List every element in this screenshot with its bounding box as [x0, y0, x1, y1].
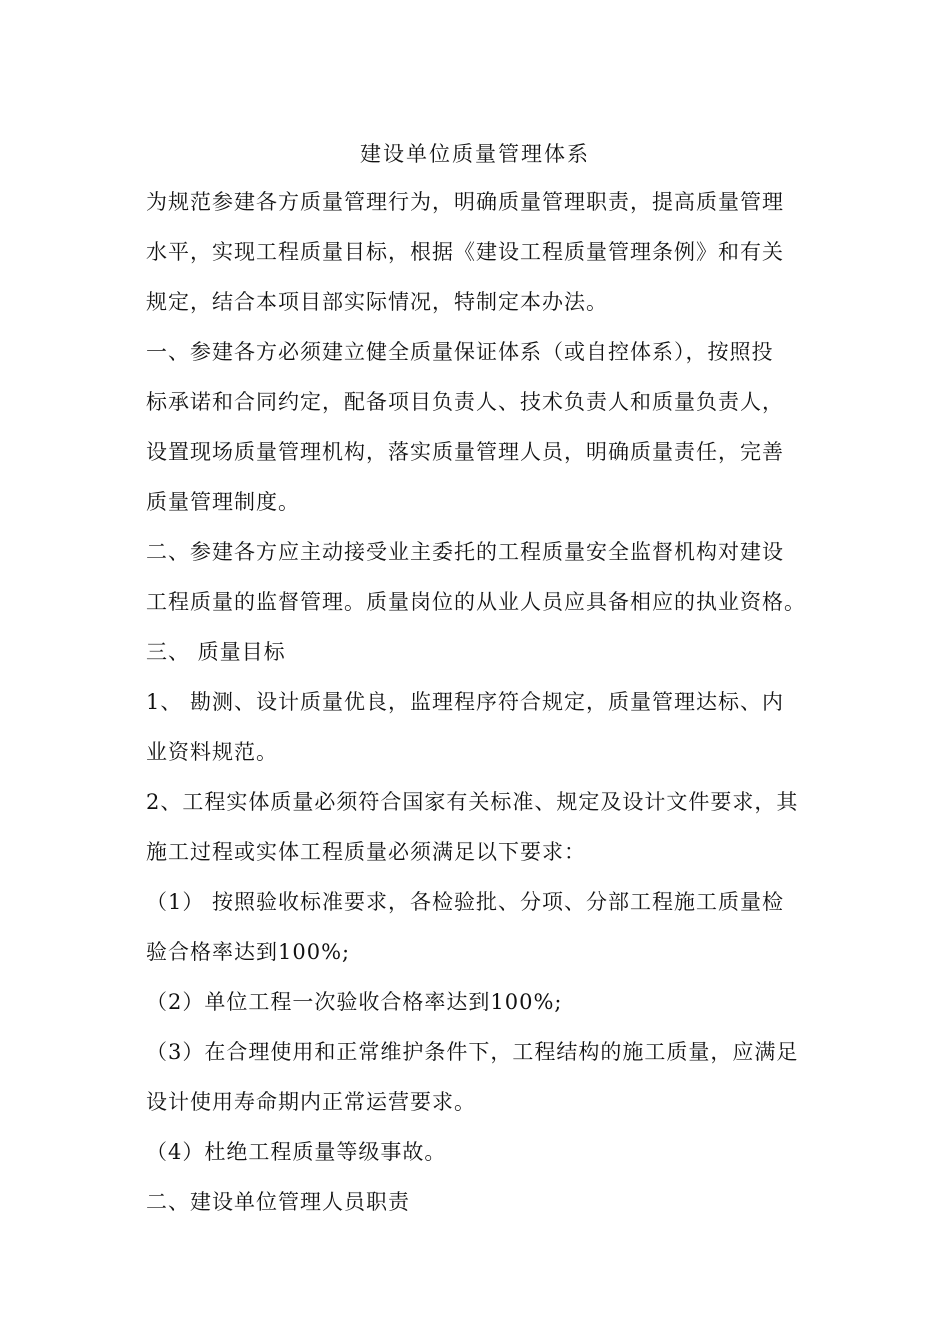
paragraph-line: 验合格率达到100%; [146, 940, 351, 964]
document-title: 建设单位质量管理体系 [360, 142, 590, 166]
section-heading: 二、建设单位管理人员职责 [146, 1190, 410, 1214]
paragraph-line: 施工过程或实体工程质量必须满足以下要求： [146, 840, 586, 864]
paragraph-line: 质量管理制度。 [146, 490, 300, 514]
paragraph-line: （1） 按照验收标准要求，各检验批、分项、分部工程施工质量检 [146, 890, 785, 914]
paragraph-line: 一、参建各方必须建立健全质量保证体系（或自控体系），按照投 [146, 340, 774, 364]
paragraph-line: 为规范参建各方质量管理行为，明确质量管理职责，提高质量管理 [146, 190, 784, 214]
paragraph-line: 2、工程实体质量必须符合国家有关标准、规定及设计文件要求，其 [146, 790, 799, 814]
paragraph-line: 标承诺和合同约定，配备项目负责人、技术负责人和质量负责人， [146, 390, 784, 414]
paragraph-line: 水平，实现工程质量目标，根据《建设工程质量管理条例》和有关 [146, 240, 784, 264]
paragraph-line: 规定，结合本项目部实际情况，特制定本办法。 [146, 290, 608, 314]
paragraph-line: 设置现场质量管理机构，落实质量管理人员，明确质量责任，完善 [146, 440, 784, 464]
section-heading: 三、 质量目标 [146, 640, 286, 664]
paragraph-line: （4）杜绝工程质量等级事故。 [146, 1140, 447, 1164]
paragraph-line: （3）在合理使用和正常维护条件下，工程结构的施工质量，应满足 [146, 1040, 799, 1064]
paragraph-line: （2）单位工程一次验收合格率达到100%; [146, 990, 563, 1014]
paragraph-line: 工程质量的监督管理。质量岗位的从业人员应具备相应的执业资格。 [146, 590, 806, 614]
paragraph-line: 1、 勘测、设计质量优良，监理程序符合规定，质量管理达标、内 [146, 690, 785, 714]
paragraph-line: 业资料规范。 [146, 740, 278, 764]
paragraph-line: 设计使用寿命期内正常运营要求。 [146, 1090, 476, 1114]
paragraph-line: 二、参建各方应主动接受业主委托的工程质量安全监督机构对建设 [146, 540, 784, 564]
